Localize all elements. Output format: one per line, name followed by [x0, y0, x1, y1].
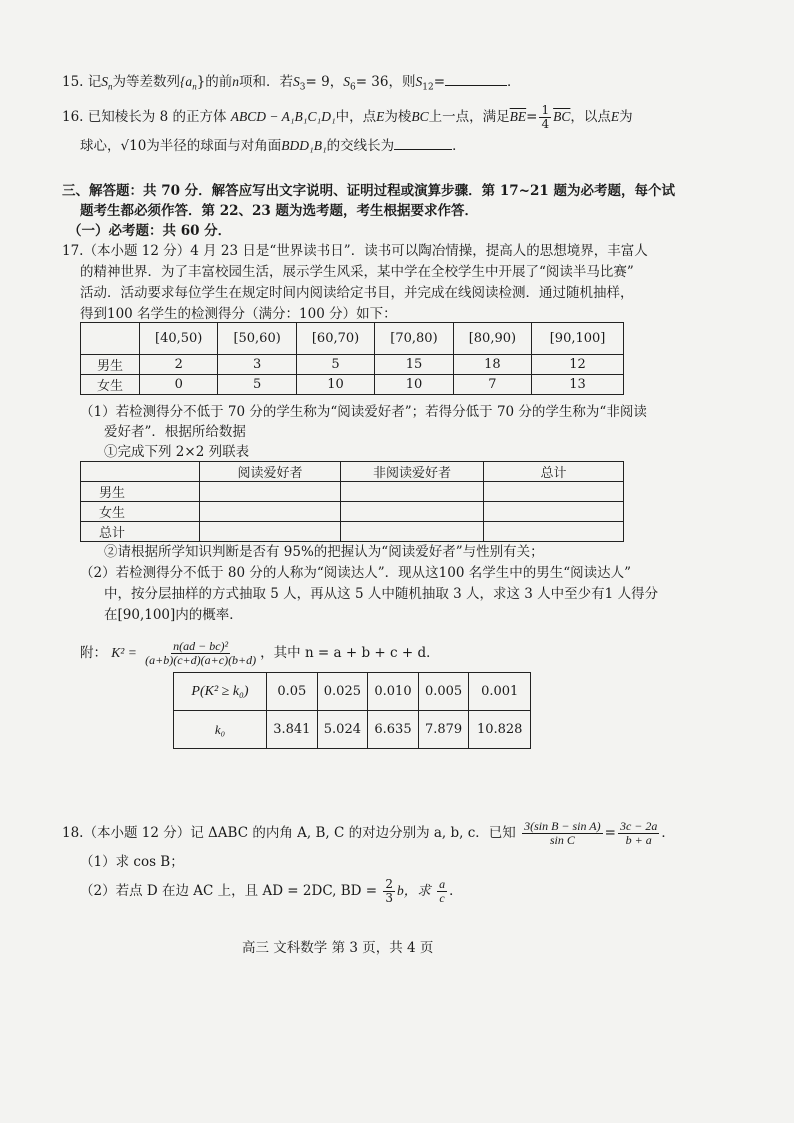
q18-part1: （1）求 cos B；	[80, 854, 184, 870]
section3-heading-cont: 题考生都必须作答．第 22、23 题为选考题，考生根据要求作答．	[80, 203, 478, 219]
q18-part2: （2）若点 D 在边 AC 上，且 AD = 2DC, BD = $\frac{2}{3}$ b，求 $\frac{a}{c}$ ．	[80, 877, 463, 905]
q18-line1: 18.（本小题 12 分）记 ΔABC 的内角 A, B, C 的对边分别为 a, b, c．已知 $\frac{\text{3(sin B − sin A)}}{\text{sin C}}$ = $\frac{3c - 2a}{b + a}$ ．	[62, 819, 675, 847]
q17-part2-line3: 在[90,100]内的概率．	[104, 607, 243, 623]
q17-line1: 17.（本小题 12 分）4 月 23 日是“世界读书日”．读书可以陶冶情操，提高人的思想境界，丰富人	[62, 243, 648, 259]
q17-part1-line2: 爱好者”．根据所给数据	[104, 424, 246, 440]
q16-line1: 16. 已知棱长为 8 的正方体 ABCD − A₁B₁C₁D₁中，点E为棱BC上一点，满足$\overline{BE}=$ $\frac{1}{4}$ $\overline{BC}$，以点E为	[62, 103, 633, 131]
q17-part1-line1: （1）若检测得分不低于 70 分的学生称为“阅读爱好者”；若得分低于 70 分的学生称为“非阅读	[80, 404, 647, 420]
q16-line2: 球心，√10为半径的球面与对角面BDD₁B₁的交线长为 ．	[80, 138, 466, 154]
contingency-table-header: 阅读爱好者 非阅读爱好者 总计	[81, 462, 624, 482]
q17-part2-line2: 中，按分层抽样的方式抽取 5 人，再从这 5 人中随机抽取 3 人，求这 3 人中至少有1 人得分	[104, 586, 659, 602]
score-table	[80, 322, 624, 395]
table-row: 男生	[81, 482, 624, 502]
table-row: 男生 2 3 5 15 18 12	[81, 355, 624, 375]
table-row: 总计	[81, 522, 624, 542]
q17-part2-line1: （2）若检测得分不低于 80 分的人称为“阅读达人”．现从这100 名学生中的男生“阅读达人”	[80, 565, 632, 581]
q17-line3: 活动．活动要求每位学生在规定时间内阅读给定书目，并完成在线阅读检测．通过随机抽样，	[80, 285, 634, 301]
section3-heading: 三、解答题：共 70 分．解答应写出文字说明、证明过程或演算步骤．第 17~21 题为必考题，每个试	[62, 183, 675, 199]
section3-subheading: （一）必考题：共 60 分．	[68, 223, 232, 239]
q17-part1-ii: ②请根据所学知识判断是否有 95%的把握认为“阅读爱好者”与性别有关；	[104, 544, 544, 560]
appendix-formula: 附： K² = $\frac{\text{n(ad − bc)²}}{(a+b)(c+d)(a+c)(b+d)}$ ，其中 n = a + b + c + d．	[80, 639, 440, 667]
q17-line2: 的精神世界．为了丰富校园生活，展示学生风采，某中学在全校学生中开展了“阅读半马比赛”	[80, 264, 634, 280]
answer-blank	[394, 149, 452, 150]
table-row: P(K² ≥ k₀) 0.05 0.025 0.010 0.005 0.001	[174, 673, 531, 711]
bleed-through-text	[600, 88, 612, 105]
critical-value-table	[173, 672, 531, 749]
page-footer: 高三 文科数学 第 3 页，共 4 页	[242, 940, 434, 956]
table-row: 女生 0 5 10 10 7 13	[81, 375, 624, 395]
q17-part1-i: ①完成下列 2×2 列联表	[104, 444, 250, 460]
table-row: k₀ 3.841 5.024 6.635 7.879 10.828	[174, 711, 531, 749]
q17-line4: 得到100 名学生的检测得分（满分：100 分）如下：	[80, 306, 397, 322]
q15-line: 15. 记$S_n$为等差数列$\{a_n\}$的前n项和．若$S_3= 9$，$S_6= 36$，则$S_{12}=$ ．	[62, 74, 521, 93]
table-row: 女生	[81, 502, 624, 522]
contingency-table	[80, 461, 624, 542]
score-table-header: [40,50) [50,60) [60,70) [70,80) [80,90) [90,100]	[81, 323, 624, 355]
answer-blank	[445, 85, 507, 86]
